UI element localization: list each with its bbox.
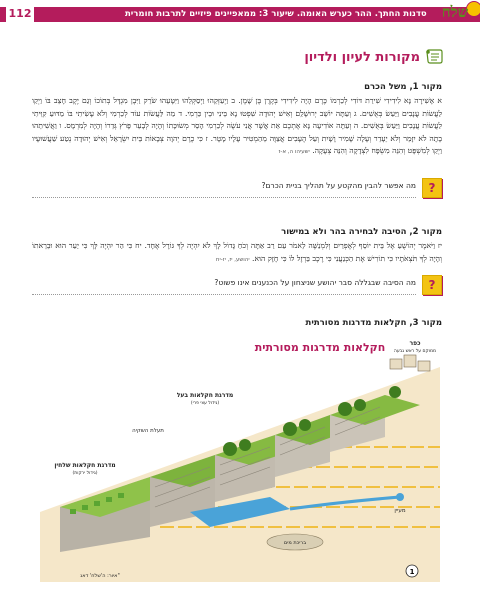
source2-heading: מקור 2, הסיבה לבחירה בהר ולא במישור bbox=[281, 227, 442, 237]
label-irrigated-terrace: מדרגת חקלאות שלחין bbox=[54, 462, 116, 469]
source1-heading: מקור 1, משל הכרם bbox=[364, 82, 442, 92]
source2-text bbox=[32, 240, 442, 266]
label-spring: מעיין bbox=[394, 508, 406, 514]
label-village-sub: ממוקם על ראש גבעה bbox=[393, 349, 437, 354]
source2-body: יז וַיֹּאמֶר יְהוֹשֻׁעַ אֶל בֵּית יוֹסֵף לְאֶפְרַיִם וְלִמְנַשֶּׁה לֵאמֹר עַם רַב אַתָּה וְכֹחַ גָּדוֹל לָךְ לֹא יִהְיֶה לְךָ גּוֹרָל אֶחָד. יח כִּי הַר יִהְיֶה לָּךְ כִּי יַעַר הוּא וּבֵרֵאתוֹ וְהָיָה לְךָ תֹּצְאֹתָיו כִּי תוֹרִישׁ אֶת הַכְּנַעֲנִי כִּי רֶכֶב בַּרְזֶל לוֹ כִּי חָזָק הוּא. bbox=[32, 241, 442, 263]
page-number: 112 bbox=[6, 2, 34, 26]
answer-line[interactable] bbox=[32, 197, 416, 198]
logo-text: שלח bbox=[441, 3, 469, 21]
source1-text bbox=[32, 95, 442, 159]
source1-question-row bbox=[32, 178, 442, 200]
label-irrigated-terrace-sub: (גידול ירקות) bbox=[72, 471, 98, 476]
terrace-farming-diagram bbox=[40, 337, 440, 582]
scroll-icon bbox=[424, 48, 444, 66]
label-village: כפר bbox=[409, 340, 421, 347]
question-mark-icon: ? bbox=[422, 275, 442, 295]
diagram-title: חקלאות מדרגות מסורתית bbox=[254, 341, 386, 354]
label-rain-terrace-sub: (גידול עצי פרי) bbox=[190, 401, 220, 406]
source1-question: מה אפשר להבין מהקטע על תהליך בניית הכרם? bbox=[261, 181, 416, 190]
source1-citation: ישעיהו ה, א-ז bbox=[278, 149, 310, 155]
source2-question: מה הסיבה שבגללה סבר יהושע שניצחון על הכנענים אינו פשוט? bbox=[214, 278, 416, 287]
source2-citation: יהושע, יז, יז-יח bbox=[215, 256, 250, 263]
header-bar bbox=[0, 0, 480, 30]
diagram-badge: 1 bbox=[409, 568, 415, 576]
series-title: סדנות החתך. ההר כערש האומה. שיעור 3: ממאפיינים פיזיים לתרבות חומרית bbox=[125, 9, 427, 19]
source2-question-row bbox=[32, 275, 442, 297]
label-illustrator: איור: ה'שלח' דאנ" bbox=[80, 573, 120, 579]
section-title: מקורות לעיון ולדיון bbox=[304, 50, 420, 65]
source3-heading: מקור 3, חקלאות מדרגות מסורתית bbox=[305, 318, 442, 328]
logo bbox=[430, 0, 480, 28]
answer-line[interactable] bbox=[32, 294, 416, 295]
source1-body: א אָשִׁירָה נָּא לִידִידִי שִׁירַת דּוֹדִי לְכַרְמוֹ כֶּרֶם הָיָה לִידִידִי בְּקֶרֶן בֶּן שָׁמֶן. ב וַיְעַזְּקֵהוּ וַיְסַקְּלֵהוּ וַיִּטָּעֵהוּ שֹׂרֵק וַיִּבֶן מִגְדָּל בְּתוֹכוֹ וְגַם יֶקֶב חָצֵב בּוֹ וַיְקַו לַעֲשׂוֹת עֲנָבִים וַיַּעַשׂ בְּאֻשִׁים. ג וְעַתָּה יוֹשֵׁב יְרוּשָׁלִַם וְאִישׁ יְהוּדָה שִׁפְטוּ נָא בֵּינִי וּבֵין כַּרְמִי. ד מַה לַּעֲשׂוֹת עוֹד לְכַרְמִי וְלֹא עָשִׂיתִי בּוֹ מַדּוּעַ קִוֵּיתִי לַעֲשׂוֹת עֲנָבִים וַיַּעַשׂ בְּאֻשִׁים. ה וְעַתָּה אוֹדִיעָה נָּא אֶתְכֶם אֵת אֲשֶׁר אֲנִי עֹשֶׂה לְכַרְמִי הָסֵר מְשׂוּכָּתוֹ וְהָיָה לְבָעֵר פָּרֹץ גְּדֵרוֹ וְהָיָה לְמִרְמָס. ו וַאֲשִׁיתֵהוּ בָתָה לֹא יִזָּמֵר וְלֹא יֵעָדֵר וְעָלָה שָׁמִיר וָשָׁיִת וְעַל הֶעָבִים אֲצַוֶּה מֵהַמְטִיר עָלָיו מָטָר. ז כִּי כֶרֶם יְהוָה צְבָאוֹת בֵּית יִשְׂרָאֵל וְאִישׁ יְהוּדָה נְטַע שַׁעֲשׁוּעָיו וַיְקַו לְמִשְׁפָּט וְהִנֵּה מִשְׂפָּח לִצְדָקָה וְהִנֵּה צְעָקָה. bbox=[32, 96, 442, 155]
question-mark-icon: ? bbox=[422, 178, 442, 198]
label-pool: בריכת מים bbox=[283, 540, 307, 546]
label-irrigation: תעלת השקיה bbox=[132, 428, 164, 434]
label-rain-terrace: מדרגת חקלאות בעל bbox=[176, 392, 234, 399]
